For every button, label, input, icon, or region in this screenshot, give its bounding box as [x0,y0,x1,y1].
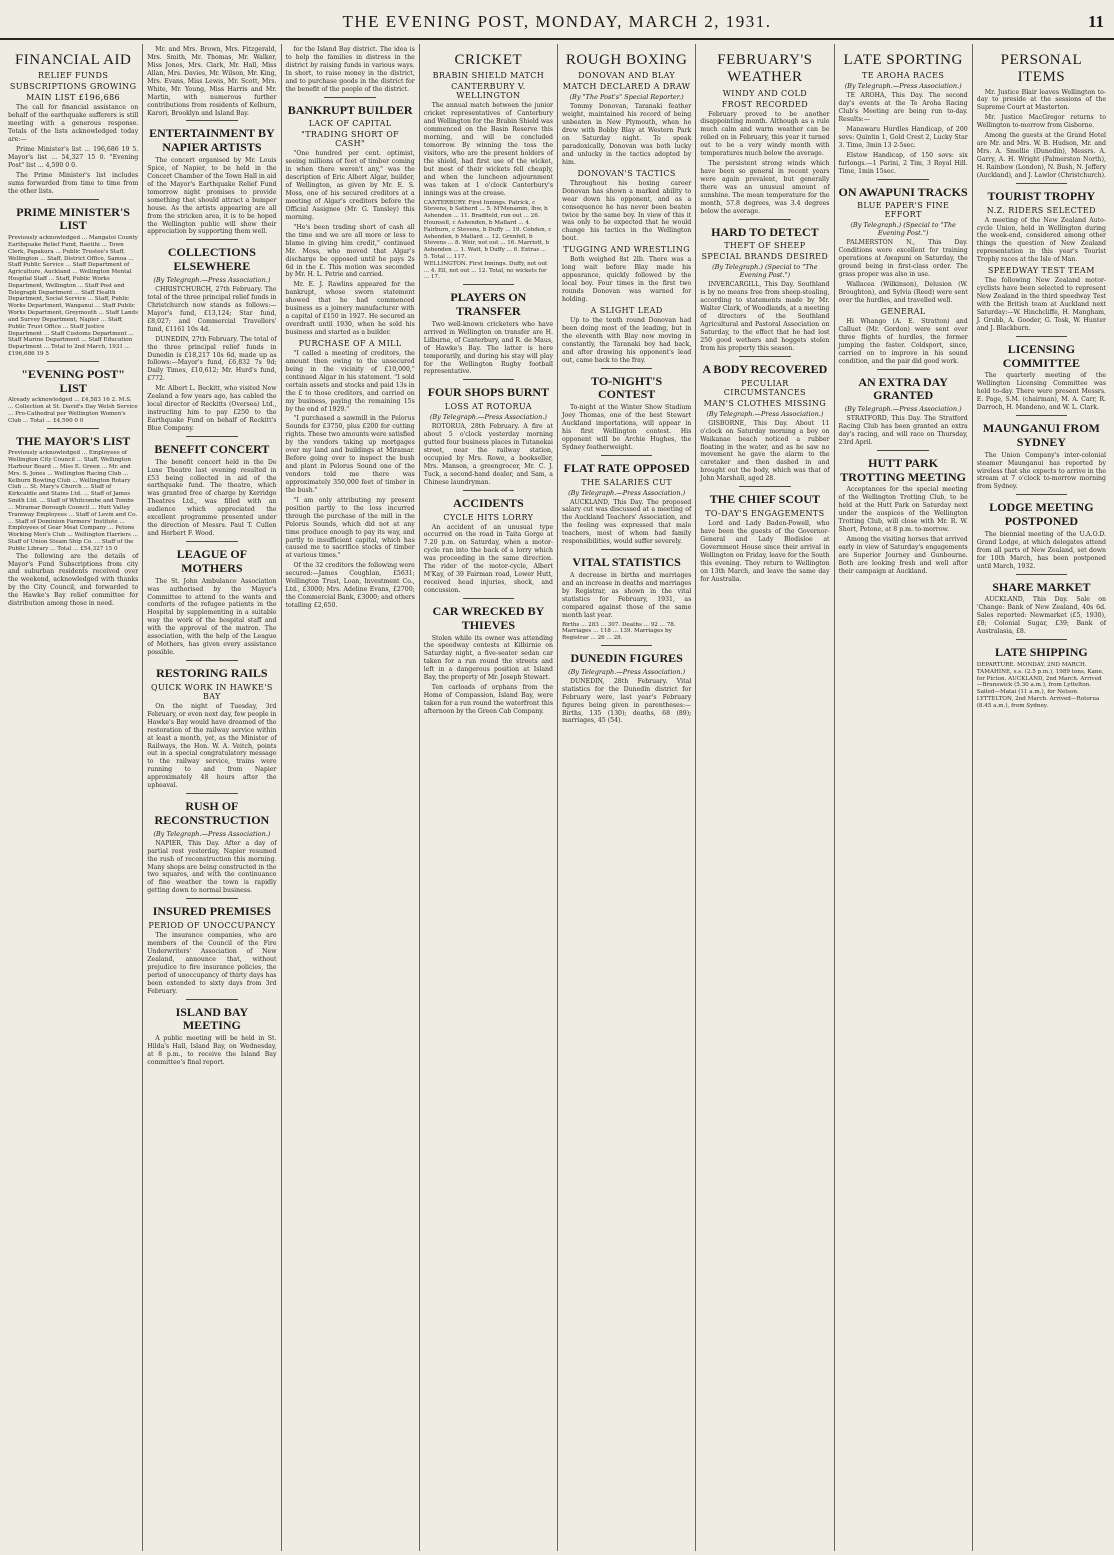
article-headline: VITAL STATISTICS [572,555,681,570]
article-headline: ACCIDENTS [453,495,524,510]
article-paragraph: Both weighed 8st 2lb. There was a long wait before Blay made his appearance, quickly followed by the local boy. Four times in the first two rounds Donovan was warned for holding. [562,256,692,303]
masthead [0,0,1114,40]
article-paragraph: The concert organised by Mr. Louis Spice, of Napier, to be held in the Concert Chamber of the Town Hall in aid of the Mayor's Earthquake Relief Fund tomorrow night promises to provide something that should attract a bumper house. As the artists appearing are all from the stricken area, it is to be hoped the Wellington public will show their appreciation by supporting them well. [147,157,277,236]
byline: (By Telegraph.) (Special to "The Evening Post.") [712,263,818,280]
article-subheading: BRABIN SHIELD MATCH [432,71,545,81]
section-rule [1016,415,1068,416]
article-subheading: PURCHASE OF A MILL [298,338,402,348]
article-subheading: CANTERBURY V. WELLINGTON [451,82,526,101]
column-3 [281,44,419,1551]
article-paragraph: ROTORUA, 28th February. A fire at about 5 o'clock yesterday morning gutted four business places in Tutanekai street, near the railway station, occupied by Mrs. Rowe, a bookseller, Mrs. Manson, a greengrocer, Mr. C. J. Tuck, a second-hand dealer, and Sam, a Chinese laundryman. [423,423,553,486]
article-paragraph: The call for financial assistance on behalf of the earthquake sufferers is still meeting with a generous response. Totals of the lists acknowledged today are:— [8,104,139,143]
article-subheading: LACK OF CAPITAL [308,119,392,129]
article-headline: TO-NIGHT'S CONTEST [591,373,663,402]
article-paragraph: Hi Whango (A. E. Stratton) and Calluet (Mr. Gordon) were sent over three flights of hurdles, the former jumping the faster. Coldsport, since, carried on to improve in his sound condition, and the pair did good work. [838,317,968,365]
article-paragraph: The quarterly meeting of the Wellington Licensing Committee was held to-day. There were present Messrs. E. Page, S.M. (chairman), M. A. Carr, R. Darroch, H. Mandeno, and W. L. Clark. [976,372,1106,412]
article-headline: FINANCIAL AID [14,52,132,68]
article-headline: LATE SHIPPING [994,645,1088,660]
article-subheading: SPECIAL BRANDS DESIRED [701,252,829,262]
article-headline: INSURED PREMISES [152,904,272,919]
article-subheading: SPEEDWAY TEST TEAM [987,266,1095,276]
article-paragraph: On the night of Tuesday, 3rd February, or even next day, few people in Hawke's Bay would have dreamed of the restoration of the railway service within at least a month, yet, as the Minister of Railways, the Hon. W. A. Veitch, points out in a special congratulatory message to the railway service, trains were running to and from Napier approximately 48 hours after the upheaval. [147,702,277,790]
article-subheading: THE SALARIES CUT [581,477,672,487]
byline: (By Telegraph.—Press Association.) [153,829,271,838]
article-headline: LODGE MEETING POSTPONED [989,500,1094,529]
article-paragraph: Prime Minister's list ... 196,686 19 5. Mayor's list ... 54,327 15 0. "Evening Post" list ... 4,590 0 0. [8,145,139,169]
column-4 [419,44,557,1551]
article-headline: THE MAYOR'S LIST [15,433,131,448]
column-8 [972,44,1110,1551]
article-paragraph: An accident of an unusual type occurred on the road in Taita Gorge at 7.20 p.m. on Saturday, when a motor-cycle ran into the back of a lorry which was proceeding in the same direction. The rider of the motor-cycle, Albert M'Kay, of 39 Fairman road, Lower Hutt, received head injuries, shock, and concussion. [423,523,553,594]
article-paragraph: GISBORNE, This Day. About 11 o'clock on Saturday morning a boy on Waikanae beach noticed a rubber floating in the water, and as he saw no movement he gave the alarm to the caretaker and then dashed in and brought out the body, which was that of John Marshall, aged 28. [700,419,830,483]
article-subheading: FROST RECORDED [721,99,809,109]
section-rule [739,219,791,220]
article-headline: PERSONAL ITEMS [1000,52,1083,86]
section-rule [186,898,238,899]
article-paragraph: "He's been trading short of cash all the time and we are all more or less to blame in giving him credit," continued Mr. Moss, who moved that Algar's discharge be opposed until he pays 2s 6d in the £. This motion was seconded by Mr. H. L. Petrie and carried. [285,223,415,279]
article-subheading: TO-DAY'S ENGAGEMENTS [705,509,825,519]
article-headline: SHARE MARKET [992,579,1091,594]
article-headline: AN EXTRA DAY GRANTED [858,374,948,403]
section-rule [186,436,238,437]
article-paragraph: The Prime Minister's list includes sums forwarded from time to time from the other lists. [8,171,139,195]
article-subheading: SUBSCRIPTIONS GROWING [9,82,137,92]
section-rule [463,379,515,380]
article-paragraph: STRATFORD, This Day. The Stratford Racing Club has been granted an extra day's racing, and will race on Thursday, 23rd April. [838,415,968,446]
article-subheading: QUICK WORK IN HAWKE'S BAY [151,682,273,701]
article-subheading: BLUE PAPER'S FINE EFFORT [857,201,950,220]
article-headline: ON AWAPUNI TRACKS [838,184,968,199]
article-headline: LATE SPORTING [843,52,963,68]
article-paragraph: CHRISTCHURCH, 27th February. The total of the three principal relief funds in Christchurch now stands as follows:—Mayor's fund, £13,124; Star fund, £8,027; and Commercial Travellers' fund, £1161 10s 4d. [147,286,277,333]
article-paragraph: Acceptances for the special meeting of the Wellington Trotting Club, to be held at the Hutt Park on Saturday next under the auspices of the Wellington Trotting Club, will close with Mr. R. W. Short, Petone, at 8 p.m. to-morrow. [838,486,968,534]
subscription-list: WELLINGTON. First Innings. Duffy, not out ... 4. Ell, not out ... 12. Total, no wickets for ... 17. [423,260,548,281]
article-paragraph: The following New Zealand motor-cyclists have been selected to represent New Zealand in the third speedway Test with the British team at Auckland next Saturday:—W. Hinchcliffe, H. Mangham, J. Grubb, A. Gooder, G. Tosk, W. Hunter and J. Blackburn. [976,277,1106,332]
section-rule [186,120,238,121]
article-paragraph: The benefit concert held in the De Luxe Theatre last evening resulted in £53 being collected in aid of the earthquake fund. The theatre, which was granted free of charge by Kerridge Theatres Ltd., was filled with an audience which appreciated the excellent programme presented under the direction of Messrs. Paul T. Cullen and Herbert F. Wood. [147,458,277,538]
article-headline: LEAGUE OF MOTHERS [176,547,248,575]
article-paragraph: Throughout his boxing career Donovan has shown a marked ability to wear down his opponent, and as a consequence he has never been beaten twice by the same boy. In view of this it was only to be expected that he would change his tactics in the Wellington bout. [562,179,692,243]
section-rule [877,179,929,180]
article-paragraph: Elstow Handicap, of 150 sovs: six furlongs.—1 Parini, 2 Tim, 3 Royal Hill. Time, 1min 15sec. [838,151,968,175]
byline: (By Telegraph.—Press Association.) [568,667,686,676]
article-headline: PRIME MINISTER'S LIST [16,204,130,233]
article-subheading: PECULIAR CIRCUMSTANCES [723,378,806,397]
article-paragraph: Lord and Lady Baden-Powell, who have been the guests of the Governor-General and Lady Bledisloe at Government House since their arrival in Wellington on Friday, leave for the South this evening. They return to Wellington on 13th March, and leave the same day for Australia. [700,520,830,583]
article-subheading: TUGGING AND WRESTLING [563,245,691,255]
article-paragraph: PALMERSTON N., This Day. Conditions were excellent for training operations at Awapuni on Saturday, the ground being in first-class order. The grass proper was also in use. [838,239,968,279]
subscription-list: Births ... 283 ... 307. Deaths ... 92 ... 78. Marriages ... 118 ... 139. Marriages by Registrar ... 26 ... 28. [562,621,676,642]
article-headline: LICENSING COMMITTEE [1002,341,1081,370]
section-rule [601,645,653,646]
article-headline: BANKRUPT BUILDER [287,102,413,117]
article-headline: FOUR SHOPS BURNT [427,385,550,400]
article-paragraph: INVERCARGILL, This Day. Southland is by no means free from sheep-stealing, according to statements made by Mr. Walter Clark, of Woodlands, at a meeting of directors of the Southland Agricultural and Pastoral Association on Saturday, to the effect that he had lost 250 good wethers and hoggets stolen from his property this season. [700,281,830,352]
article-paragraph: "One hundred per cent. optimist, seeing millions of feet of timber coming in when there weren't any," was the description of Eric Albert Algar, builder, of Wellington, as given by Mr. E. S. Moss, one of his secured creditors at a meeting of Algar's creditors before the Official Assignee (Mr. G. Tansley) this morning. [285,150,415,221]
section-rule [186,660,238,661]
article-paragraph: A public meeting will be held in St. Hilda's Hall, Island Bay, on Wednesday, at 8 p.m., to receive the Island Bay committee's final report. [147,1035,277,1066]
article-headline: ROUGH BOXING [565,52,688,68]
article-paragraph: Stolen while its owner was attending the speedway contests at Kilbirnie on Saturday night, a five-seater sedan car taken for a run round the streets and left in a dangerous position at Island Bay, the property of Mr. Joseph Stewart. [423,634,553,682]
article-paragraph: "I am only attributing my present position partly to the loss incurred through the purchase of the mill in the Pelorus Sounds, which did not at any time produce enough to pay its way, and partly to insufficient capital, which has caused me to sacrifice stocks of timber at various times." [285,496,415,560]
article-paragraph: The Union Company's inter-colonial steamer Maunganui has reported by wireless that she expects to arrive in the stream at 7 o'clock to-morrow morning from Sydney. [976,451,1106,491]
article-headline: TOURIST TROPHY [987,188,1096,203]
article-paragraph: The following are the details of Mayor's Fund Subscriptions from city and suburban residents received over the weekend, acknowledged with thanks by the City Council, and forwarded to the Hawke's Bay relief committee for distribution among those in need. [8,552,139,608]
section-rule [324,97,376,98]
article-paragraph: AUCKLAND, This Day. The proposed salary cut was discussed at a meeting of the Auckland Teachers' Association, and the feeling was expressed that male teachers, most of whom had family responsibilities, would suffer severely. [562,498,692,546]
byline: (By Telegraph.—Press Association.) [153,276,271,284]
section-rule [47,428,99,429]
article-paragraph: Ten carloads of orphans from the Home of Compassion, Island Bay, were taken for a run round the waterfront this afternoon by the Green Cab Company. [423,684,553,715]
article-paragraph: The St. John Ambulance Association was authorised by the Mayor's Committee to attend to the wants and comforts of the refugee patients in the Hospital by supplementing in a suitable way the work of the hospital staff and with the approval of the matron. The association, with the help of the League of Mothers, has given every assistance possible. [147,577,277,657]
column-7 [834,44,972,1551]
section-rule [1016,574,1068,575]
article-headline: RUSH OF RECONSTRUCTION [154,799,270,827]
article-headline: COLLECTIONS ELSEWHERE [167,245,256,274]
article-headline: RESTORING RAILS [156,666,268,681]
article-paragraph: A meeting of the New Zealand Auto-cycle Union, held in Wellington during the week-end, considered among other things the question of New Zealand representation in this year's Tourist Trophy races at the Isle of Man. [976,216,1106,264]
subscription-list: Previously acknowledged ... Employees of Wellington City Council ... Staff, Wellington Harbour Board ... Miss E. Green ... Mr. and Mrs. S. Jones ... Wellington Racing Club ... Kelburn Bowling Club ... Wellington Rotary Club ... St. Mary's Church ... Staff of Kirkcaldie and Stains Ltd. ... Staff of James Smith Ltd. ... Staff of Whitcombe and Tombs ... Miramar Borough Council ... Hutt Valley Tramway Employees ... Staff of Levin and Co. ... Staff of Dominion Farmers' Institute ... Employees of Gear Meat Company ... Petone Working Men's Club ... Wellington Harriers ... Staff of Union Steam Ship Co. ... Staff of the Public Library ... Total ... £54,327 15 0 [8,450,138,552]
article-subheading: A SLIGHT LEAD [590,305,663,315]
section-rule [601,455,653,456]
section-rule [877,369,929,370]
article-paragraph: TE AROHA, This Day. The second day's events at the Te Aroha Racing Club's Meeting are being run to-day. Results:— [838,92,968,124]
article-paragraph: Among the guests at the Grand Hotel are Mr. and Mrs. W. B. Hudson, Mr. and Mrs. A. Smellie (Dunedin), Messrs. A. Garry, A. H. Wright (Palmerston North), H. Rainbow (London), N. Bush, N. Jeffery (Auckland), and J. Lawlor (Christchurch). [976,132,1107,179]
byline: (By "The Post's" Special Reporter.) [569,93,684,102]
newspaper-columns [4,44,1110,1551]
section-rule [47,199,99,200]
article-paragraph: The biennial meeting of the U.A.O.D. Grand Lodge, at which delegates attend from all parts of New Zealand, set down for 10th March, has been postponed until March, 1932. [976,530,1106,570]
article-paragraph: "I called a meeting of creditors, the amount then owing to the unsecured being in the vicinity of £10,000," continued Algar in his statement. "I sold certain assets and stocks and paid 13s in the £ to those creditors, and carried on my business, paying the remaining 15s by the end of 1929." [285,349,415,413]
article-headline: DUNEDIN FIGURES [570,651,683,665]
article-subheading: TE AROHA RACES [862,71,945,81]
column-1 [4,44,142,1551]
article-paragraph: Two well-known cricketers who have arrived in Wellington on transfer are H. Lilburne, of Canterbury, and R. de Maus, of Hawke's Bay. The latter is here temporarily, and during his stay will play for the Wellington Rugby football representative. [423,320,553,376]
article-paragraph: "I purchased a sawmill in the Pelorus Sounds for £3750, plus £200 for cutting rights. These two amounts were satisfied by the vendors taking up mortgages over my land and buildings at Miramar. Before going over to inspect the bush and plant in Pelorus Sound one of the vendors told me there was approximately 350,000 feet of timber in the bush." [285,415,415,494]
section-rule [601,368,653,369]
article-subheading: MAIN LIST £196,686 [26,93,121,103]
article-subheading: N.Z. RIDERS SELECTED [986,205,1096,215]
subscription-list: DEPARTURE. MONDAY, 2ND MARCH. TAMAHINE, s.s. (2.5 p.m.), 1989 tons, Kane, for Picton. AUCKLAND, 2nd March. Arrived—Brunswick (5.30 a.m.), from Lyttelton. Sailed—Matai (11 a.m.), for Nelson. LYTTELTON, 2nd March. Arrived—Rotorua (8.45 a.m.), from Sydney. [976,661,1104,709]
article-subheading: RELIEF FUNDS [37,71,109,81]
article-paragraph: Mr. Justice MacGregor returns to Wellington to-morrow from Gisborne. [976,114,1106,130]
page-number: 11 [1087,12,1104,31]
article-headline: ISLAND BAY MEETING [175,1004,249,1033]
article-headline: CRICKET [454,52,523,68]
column-6 [695,44,833,1551]
article-headline: BENEFIT CONCERT [154,441,270,456]
byline: (By Telegraph.—Press Association.) [429,413,547,422]
article-headline: FLAT RATE OPPOSED [563,460,690,475]
article-subheading: THEFT OF SHEEP [724,241,806,251]
article-paragraph: DUNEDIN, 27th February. The total of the three principal relief funds in Dunedin is £18,217 10s 6d, made up as follows:—Mayor's fund, £6,832 7s 9d; Daily Times, £10,612; Mr. Hurd's fund, £772. [147,335,277,383]
article-paragraph: To-night at the Winter Show Stadium Joey Thomas, one of the best Stewart Auckland importations, will appear in his first Wellington contest. His opponent will be Archie Hughes, the Sydney featherweight. [562,404,692,451]
article-subheading: PERIOD OF UNOCCUPANCY [148,921,276,931]
article-subheading: MAN'S CLOTHES MISSING [703,398,827,408]
article-paragraph: February proved to be another disappointing month. Although as a rule much calm and warm weather can be relied on in February, this year it turned out to be a very windy month with temperatures much below the average. [700,110,830,158]
article-paragraph: The insurance companies, who are members of the Council of the Fire Underwriters' Association of New Zealand, announce that, without prejudice to fire insurance policies, the period of unoccupancy of thirty days has been extended to sixty days from 3rd February. [147,932,277,995]
section-rule [186,999,238,1000]
section-rule [739,356,791,357]
article-headline: "EVENING POST" LIST [21,366,125,395]
section-rule [1016,494,1068,495]
article-subheading: DONOVAN'S TACTICS [577,168,676,178]
article-paragraph: Mr. and Mrs. Brown, Mrs. Fitzgerald, Mrs. Smith, Mr. Thomas, Mr. Walker, Miss Jones, Mrs. Clark, Mr. Hall, Miss Allan, Mrs. Davies, Mr. Wilson, Mr. King, Mrs. Evans, Miss Lewis, Mr. Scott, Mrs. White, Mr. Young, Miss Harris and Mr. Martin, with numerous further contributions from residents of Kelburn, Karori, Brooklyn and Island Bay. [147,46,277,117]
article-paragraph: The persistent strong winds which have been so general in recent years were again prevalent, but generally there was an unusual amount of sunshine. The mean temperature for the month, 57.8 degrees, was 3.4 degrees below the average. [700,160,830,215]
article-headline: HARD TO DETECT [711,224,819,239]
article-subheading: CYCLE HITS LORRY [443,512,534,522]
article-paragraph: Up to the tenth round Donovan had been doing most of the leading, but in the eleventh with Blay now moving in constantly, the Taranaki boy had back, and after drawing his opponent's lead out, came back to the fray. [562,316,692,364]
article-subheading: DONOVAN AND BLAY [578,71,676,81]
column-5 [557,44,695,1551]
article-subheading: LOSS AT ROTORUA [444,402,532,412]
article-paragraph: AUCKLAND, This Day. Sale on 'Change: Bank of New Zealand, 40s 6d. Sales reported: Newmarket (£5, 1930), £8; Colonial Sugar, £39; Bank of Australasia, £8. [976,596,1106,636]
byline: (By Telegraph.—Press Association.) [844,82,962,91]
section-rule [47,361,99,362]
article-paragraph: Of the 32 creditors the following were secured:—James Coughlan, £5631; Wellington Trust, Loan, Investment Co., Ltd., £3000; Mrs. Adeline Evans, £2700; the Commercial Bank, £3000; and others totalling £2,650. [285,562,415,610]
subscription-list: CANTERBURY. First Innings. Patrick, c Stevens, b Satherd ... 5. M'Menamin, lbw, b Ashenden ... 11. Bradfield, run out ... 26. Hounsell, c Ashenden, b Mallard ... 4. Fairburn, c Stevens, b Duffy ... 19. Cobden, c Ashenden, b Mallard ... 12. Grenfell, b Stevens ... 8. Weir, not out ... 16. Marriott, b Ashenden ... 1. Watt, b Duffy ... 6. Extras ... 5. Total ... 117. [423,199,552,260]
article-paragraph: The annual match between the junior cricket representatives of Canterbury and Wellington for the Brabin Shield was commenced on the Basin Reserve this morning, and will be concluded tomorrow. By winning the toss the visitors, who are the present holders of the shield, had first use of the wicket, but most of their wickets fell cheaply, and when the luncheon adjournment was taken at 1 o'clock Canterbury's innings was at the crease. [423,102,553,197]
article-headline: HUTT PARK TROTTING MEETING [840,455,966,484]
section-rule [463,598,515,599]
article-paragraph: Tommy Donovan, Taranaki feather weight, maintained his record of being unbeaten in New Plymouth, when he drew with Bobby Blay at Western Park on Saturday night. To speak paradoxically, Donovan was both lucky and unlucky in the tactics adopted by him. [562,103,692,166]
article-headline: ENTERTAINMENT BY NAPIER ARTISTS [149,126,275,155]
section-rule [186,793,238,794]
section-rule [739,486,791,487]
subscription-list: Previously acknowledged ... Mangatoi County Earthquake Relief Fund, Raetihi ... Town Clerk, Papakura ... Public Trustee's Staff, Wellington ... Staff, District Office, Samoa ... Staff Public Service ... Staff Department of Agriculture, Auckland ... Wellington Mental Hospital Staff ... Staff, Public Works Department, Wellington ... Staff Post and Telegraph Department ... Staff Health Department, Social Service ... Staff, Public Works Department, Wanganui ... Staff Public Works Department, Greymouth ... Staff Lands and Survey Department, Napier ... Staff, Public Trust Office ... Staff Justice Department ... Staff Customs Department ... Staff Marine Department ... Staff Education Department ... Total to 2nd March, 1931 ... £196,686 19 5 [8,235,139,357]
section-rule [186,239,238,240]
article-paragraph: NAPIER, This Day. After a day of partial rest yesterday, Napier resumed the rush of reconstruction this morning. Many shops are being constructed in the two squares, and with the continuance of fine weather the town is rapidly getting down to normal business. [147,839,277,895]
section-rule [463,284,515,285]
article-paragraph: for the Island Bay district. The idea is to help the families in distress in the district by raising funds in various ways. In short, to raise money in the district, and to purchase goods in the district for the benefit of the people of the district. [285,46,415,93]
article-subheading: GENERAL [880,306,926,316]
byline: (By Telegraph.—Press Association.) [844,405,962,414]
column-2 [142,44,280,1551]
article-paragraph: Manawaru Hurdles Handicap, of 200 sovs: Quintin 1, Gold Crest 2, Lucky Star 3. Time, 3min 13 2-5sec. [838,126,968,149]
article-paragraph: Wallacea (Wilkinson), Delusion (W. Broughton), and Sylvia (Reed) were sent over the hurdles, and travelled well. [838,281,968,304]
article-headline: A BODY RECOVERED [702,361,828,376]
section-rule [1016,639,1068,640]
article-headline: THE CHIEF SCOUT [709,492,820,507]
section-rule [463,490,515,491]
article-subheading: MATCH DECLARED A DRAW [562,82,691,92]
article-headline: MAUNGANUI FROM SYDNEY [982,421,1100,449]
section-rule [877,450,929,451]
article-subheading: WINDY AND COLD [722,88,808,98]
article-paragraph: Mr. Albert L. Beckitt, who visited New Zealand a few years ago, has cabled the local director of Reckitts (Oversea) Ltd., instructing him to pay £250 to the Earthquake Fund on behalf of Reckitt's Blue Company. [147,385,277,432]
article-paragraph: Among the visiting horses that arrived early in view of Saturday's engagements are Superior Journey and Gunbourne. Both are looking fresh and well after their campaign at Auckland. [838,536,968,575]
article-headline: FEBRUARY'S WEATHER [717,52,813,86]
byline: (By Telegraph.—Press Association.) [706,409,824,418]
section-rule [1016,183,1068,184]
article-headline: CAR WRECKED BY THIEVES [432,603,545,632]
article-paragraph: Mr. Justice Blair leaves Wellington to-day to preside at the sessions of the Supreme Court at Masterton. [976,88,1106,112]
byline: (By Telegraph.—Press Association.) [568,488,686,497]
section-rule [186,541,238,542]
article-paragraph: Mr. E. J. Rawlins appeared for the bankrupt, whose sworn statement showed that he had commenced business as a joinery manufacturer with a capital of £150 in 1927. He secured an overdraft until 1930, when he sold his business and started as a builder. [285,281,415,337]
byline: (By Telegraph.) (Special to "The Evening Post.") [850,221,956,238]
article-paragraph: DUNEDIN, 28th February. Vital statistics for the Dunedin district for February were, last year's February figures being given in parentheses:—Births, 135 (130); deaths, 68 (89); marriages, 45 (54). [562,677,692,725]
section-rule [601,549,653,550]
article-subheading: "TRADING SHORT OF CASH" [301,130,400,149]
subscription-list: Already acknowledged ... £4,583 16 2. M.S. ... Collection at St. David's Day Welsh Service ... Pro-Cathedral per Wellington Women's Club ... Total ... £4,590 0 0 [8,397,138,424]
article-headline: PLAYERS ON TRANSFER [450,290,527,319]
newspaper-title: THE EVENING POST, MONDAY, MARCH 2, 1931. [342,12,772,31]
section-rule [1016,336,1068,337]
article-paragraph: A decrease in births and marriages and an increase in deaths and marriages by Registrar, as shown in the vital statistics for February, 1931, as compared against those of the same month last year. [562,571,692,619]
